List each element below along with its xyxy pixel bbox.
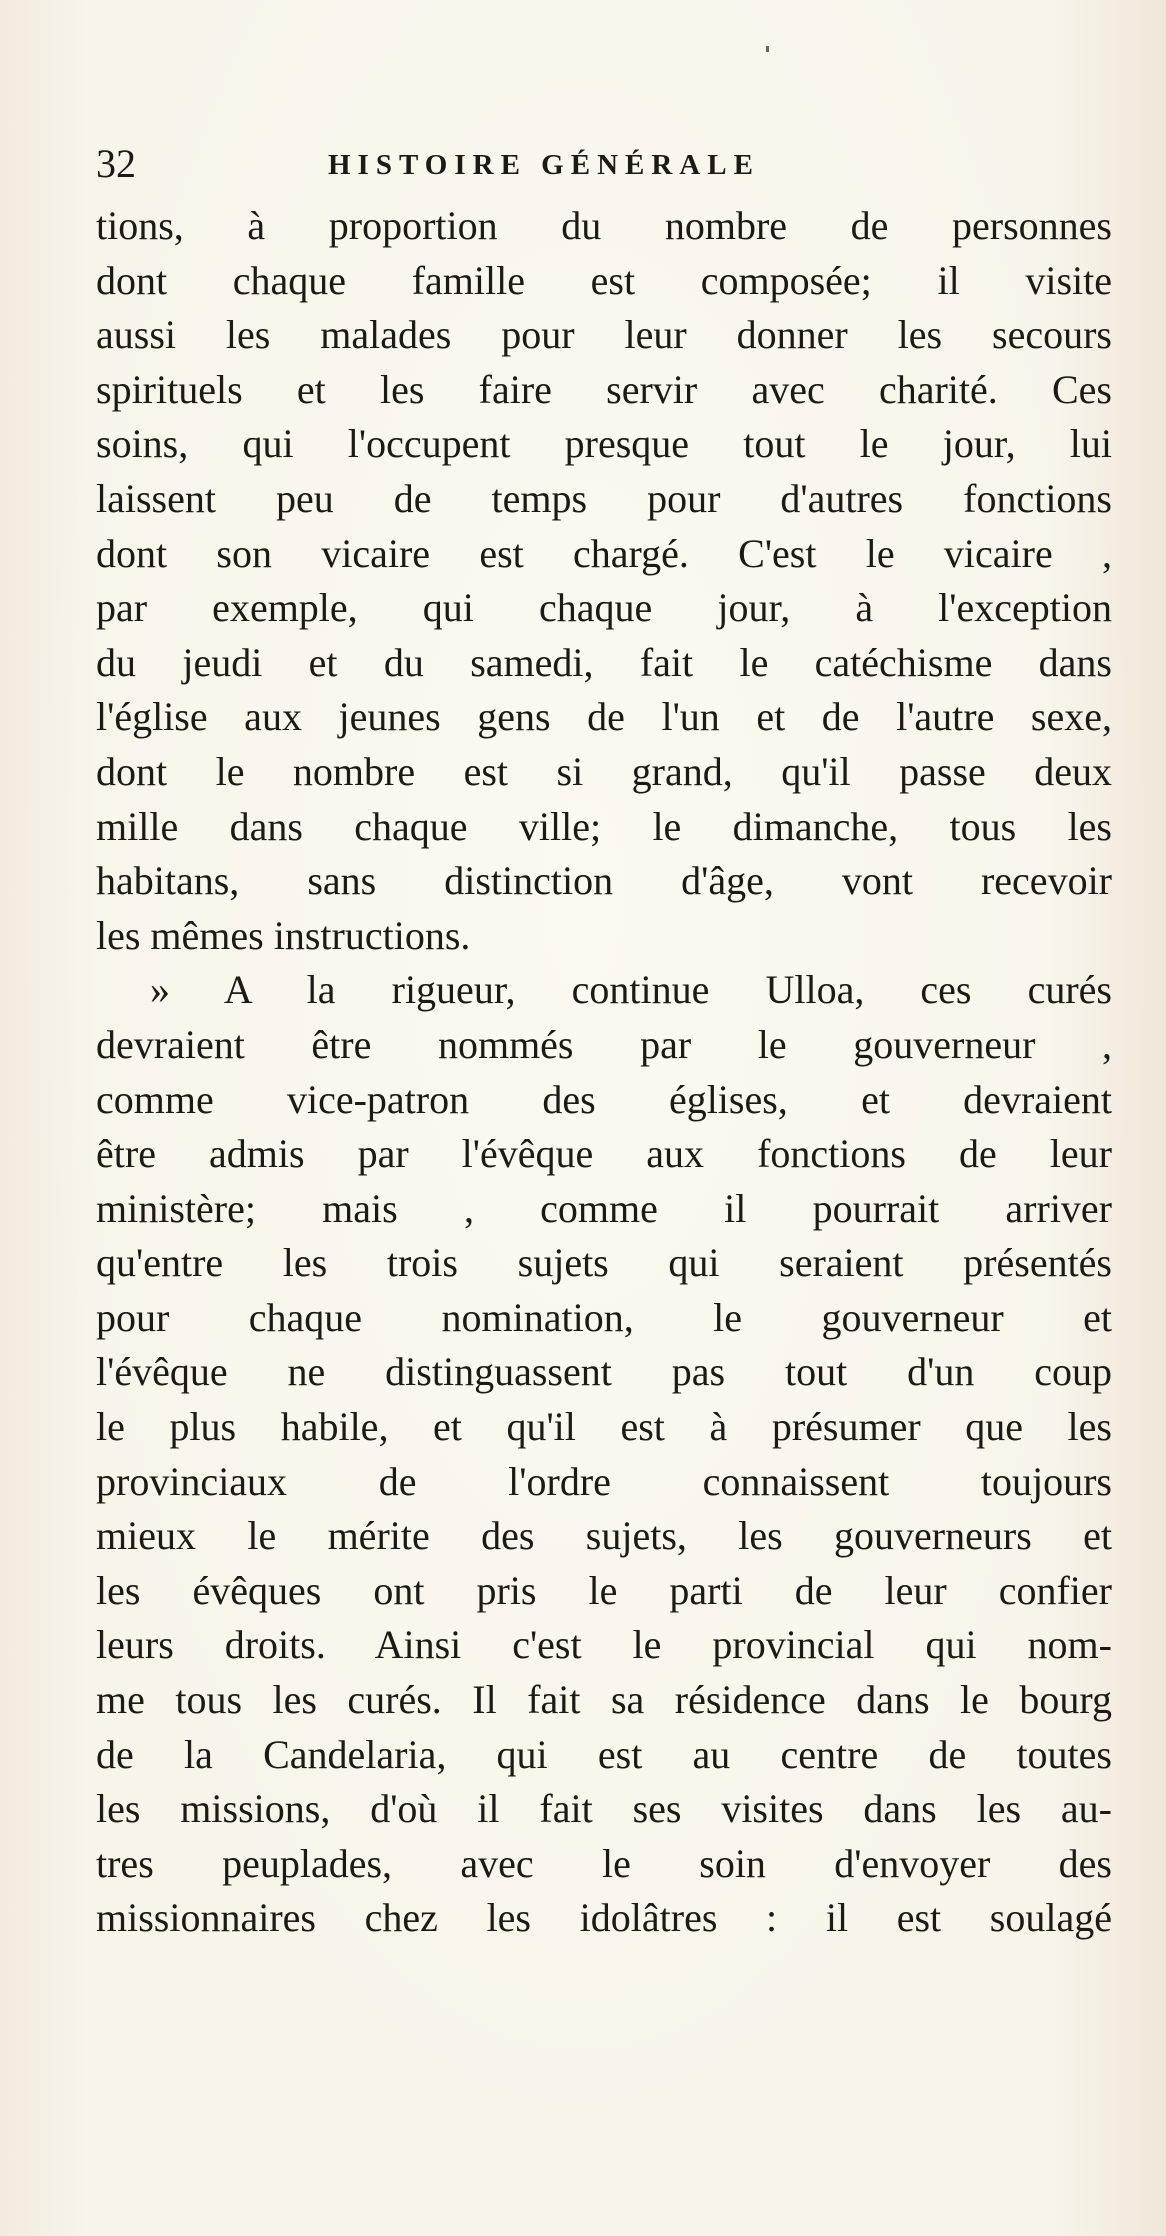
ink-speck (766, 46, 769, 52)
text-line: devraient être nommés par le gouverneur , (96, 1021, 1112, 1067)
text-line: ministère; mais , comme il pourrait arriver (96, 1185, 1112, 1231)
text-line: tions, à proportion du nombre de personnes (96, 203, 1112, 248)
text-line: laissent peu de temps pour d'autres fonctions (96, 475, 1112, 521)
text-line: mille dans chaque ville; le dimanche, tous les (96, 803, 1112, 849)
paragraph-start-line: » A la rigueur, continue Ulloa, ces curés (150, 967, 1112, 1013)
paragraph-end-line: les mêmes instructions. (96, 912, 471, 958)
text-line: du jeudi et du samedi, fait le catéchisme dans (96, 639, 1112, 685)
text-line: me tous les curés. Il fait sa résidence dans le bourg (96, 1677, 1112, 1723)
text-line: leurs droits. Ainsi c'est le provincial qui nom- (96, 1622, 1112, 1668)
text-line: comme vice-patron des églises, et devraient (96, 1076, 1112, 1122)
text-line: dont son vicaire est chargé. C'est le vicaire , (96, 530, 1112, 576)
text-line: dont le nombre est si grand, qu'il passe deux (96, 748, 1112, 794)
text-line: dont chaque famille est composée; il visite (96, 257, 1112, 303)
running-head (96, 142, 1096, 186)
text-line: le plus habile, et qu'il est à présumer que les (96, 1404, 1112, 1450)
text-line: spirituels et les faire servir avec charité. Ces (96, 366, 1112, 412)
text-line: les évêques ont pris le parti de leur confier (96, 1567, 1112, 1613)
text-line: soins, qui l'occupent presque tout le jour, lui (96, 421, 1112, 467)
text-line: l'église aux jeunes gens de l'un et de l'autre sexe, (96, 694, 1112, 740)
text-line: par exemple, qui chaque jour, à l'exception (96, 585, 1112, 631)
page-number: 32 (96, 141, 136, 186)
text-line: missionnaires chez les idolâtres : il est soulagé (96, 1895, 1112, 1941)
text-line: pour chaque nomination, le gouverneur et (96, 1294, 1112, 1340)
text-line: provinciaux de l'ordre connaissent toujours (96, 1458, 1112, 1504)
text-line: l'évêque ne distinguassent pas tout d'un coup (96, 1349, 1112, 1395)
body-text (96, 199, 1112, 1946)
text-line: qu'entre les trois sujets qui seraient présentés (96, 1240, 1112, 1286)
text-line: de la Candelaria, qui est au centre de toutes (96, 1731, 1112, 1777)
running-title: HISTOIRE GÉNÉRALE (328, 149, 760, 181)
text-line: être admis par l'évêque aux fonctions de leur (96, 1131, 1112, 1177)
text-line: habitans, sans distinction d'âge, vont recevoir (96, 858, 1112, 904)
text-line: aussi les malades pour leur donner les secours (96, 312, 1112, 358)
text-line: les missions, d'où il fait ses visites dans les au- (96, 1786, 1112, 1832)
text-line: mieux le mérite des sujets, les gouverneurs et (96, 1513, 1112, 1559)
text-line: tres peuplades, avec le soin d'envoyer des (96, 1840, 1112, 1886)
